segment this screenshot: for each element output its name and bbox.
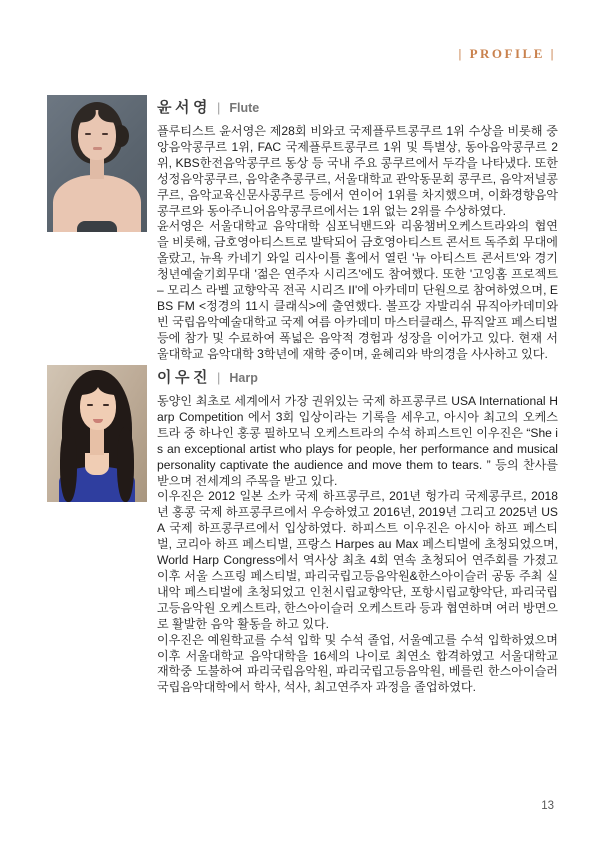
name-instrument-separator: | xyxy=(216,100,221,115)
portrait-lips xyxy=(93,147,102,150)
portrait-hair-strand-right xyxy=(117,427,134,502)
portrait-eye-right xyxy=(103,404,109,406)
profile-section-yoon-seoyoung xyxy=(157,96,558,363)
instrument-label: Harp xyxy=(229,371,258,385)
profile-photo-lee-woojin xyxy=(47,365,147,502)
portrait-eye-left xyxy=(87,404,93,406)
bio-paragraph: 이우진은 2012 일본 소카 국제 하프콩쿠르, 201년 헝가리 국제콩쿠르, 2018년 홍콩 국제 하프콩쿠르에서 우승하였고 2016년, 2019년 그리고 2025년 USA 국제 하프콩쿠르에서 입상하였다. 하피스트 이우진은 아시아 하프 페스티벌, 코리아 하프 페스티벌, 프랑스 Harpes au Max 페스티벌에 초청되었으며, World Harp Congress에서 역사상 최초 4회 연속 초청되어 연주회를 가졌고 이후 서울 스프링 페스티벌, 파리국립고등음악원&한스아이슬러 공동 주최 실내악 페스티벌에 초청되었고 인천시립교향악단, 포항시립교향악단, 파리국립고등음악원 오케스트라, 한스아이슬러 오케스트라 등과 협연하며 여러 방면으로 활발한 음악 활동을 하고 있다. xyxy=(157,489,558,631)
profile-name-row xyxy=(157,96,558,117)
page-number: 13 xyxy=(541,800,554,812)
page-section-header: | PROFILE | xyxy=(458,46,556,61)
instrument-label: Flute xyxy=(229,101,260,115)
bio-paragraph: 윤서영은 서울대학교 음악대학 심포닉밴드와 리움챔버오케스트라와의 협연을 비롯해, 금호영아티스트로 발탁되어 금호영아티스트 콘서트 독주회 무대에 올랐고, 뉴욕 카네기 와일 리사이틀 홀에서 열린 '뉴 아티스트 콘서트'와 경기청년예술기회무대 '젊은 연주자 시리즈'에도 참여했다. 또한 '고잉홈 프로젝트 – 모리스 라벨 교향악곡 전곡 시리즈 II'에 아카데미 단원으로 참여하였으며, EBS FM <정경의 11시 클래식>에 출연했다. 볼프강 자발리쉬 뮤직아카데미와 빈 국립음악예술대학교 국제 여름 아카데미 마스터클래스, 뮤직알프 페스티벌 등에 참가 및 수료하여 폭넓은 음악적 경험과 성장을 이어가고 있다. 현재 서울대학교 음악대학 3학년에 재학 중이며, 윤혜리와 박의경을 사사하고 있다. xyxy=(157,219,558,361)
profile-name-row xyxy=(157,366,558,387)
portrait-eye-left xyxy=(85,133,91,135)
portrait-garment xyxy=(77,221,117,232)
portrait-eye-right xyxy=(102,133,108,135)
bio-paragraph: 동양인 최초로 세계에서 가장 권위있는 국제 하프콩쿠르 USA International Harp Competition 에서 3회 입상이라는 기록을 세우고, 아시아 최고의 오케스트라 중 하나인 홍콩 필하모닉 오케스트라의 수석 하피스트인 이우진은 “She is an exceptional artist who plays for people, her performance and musical personality captivate the audience and move them to tears. ” 등의 찬사를 받으며 전세계의 주목을 받고 있다. xyxy=(157,394,558,488)
biography-text xyxy=(157,394,558,696)
name-instrument-separator: | xyxy=(216,370,221,385)
musician-name: 윤서영 xyxy=(157,99,211,116)
musician-name: 이우진 xyxy=(157,369,211,386)
bio-paragraph: 이우진은 예원학교를 수석 입학 및 수석 졸업, 서울예고를 수석 입학하였으며 이후 서울대학교 음악대학을 16세의 나이로 최연소 합격하였고 서울대학교 재학중 도불하여 파리국립음악원, 파리국립고등음악원, 베를린 한스아이슬러 국립음악대학에서 학사, 석사, 최고연주자 과정을 졸업하였다. xyxy=(157,632,558,695)
profile-section-lee-woojin xyxy=(157,366,558,696)
bio-paragraph: 플루티스트 윤서영은 제28회 비와코 국제플루트콩쿠르 1위 수상을 비롯해 중앙음악콩쿠르 1위, FAC 국제플루트콩쿠르 1위 및 특별상, 동아음악콩쿠르 2위, KBS한전음악콩쿠르 동상 등 국내 주요 콩쿠르에서 두각을 나타냈다. 또한 성정음악콩쿠르, 음악춘추콩쿠르, 서울대학교 관악동문회 콩쿠르, 음악저널콩쿠르, 음악교육신문사콩쿠르 등에서 연이어 1위를 차지했으며, 이화경향음악콩쿠르와 동아주니어음악콩쿠르에서는 1위 없는 2위를 수상하였다. xyxy=(157,124,558,218)
portrait-chest xyxy=(85,453,109,475)
portrait-hair-strand-left xyxy=(60,427,77,502)
biography-text xyxy=(157,124,558,363)
profile-photo-yoon-seoyoung xyxy=(47,95,147,232)
